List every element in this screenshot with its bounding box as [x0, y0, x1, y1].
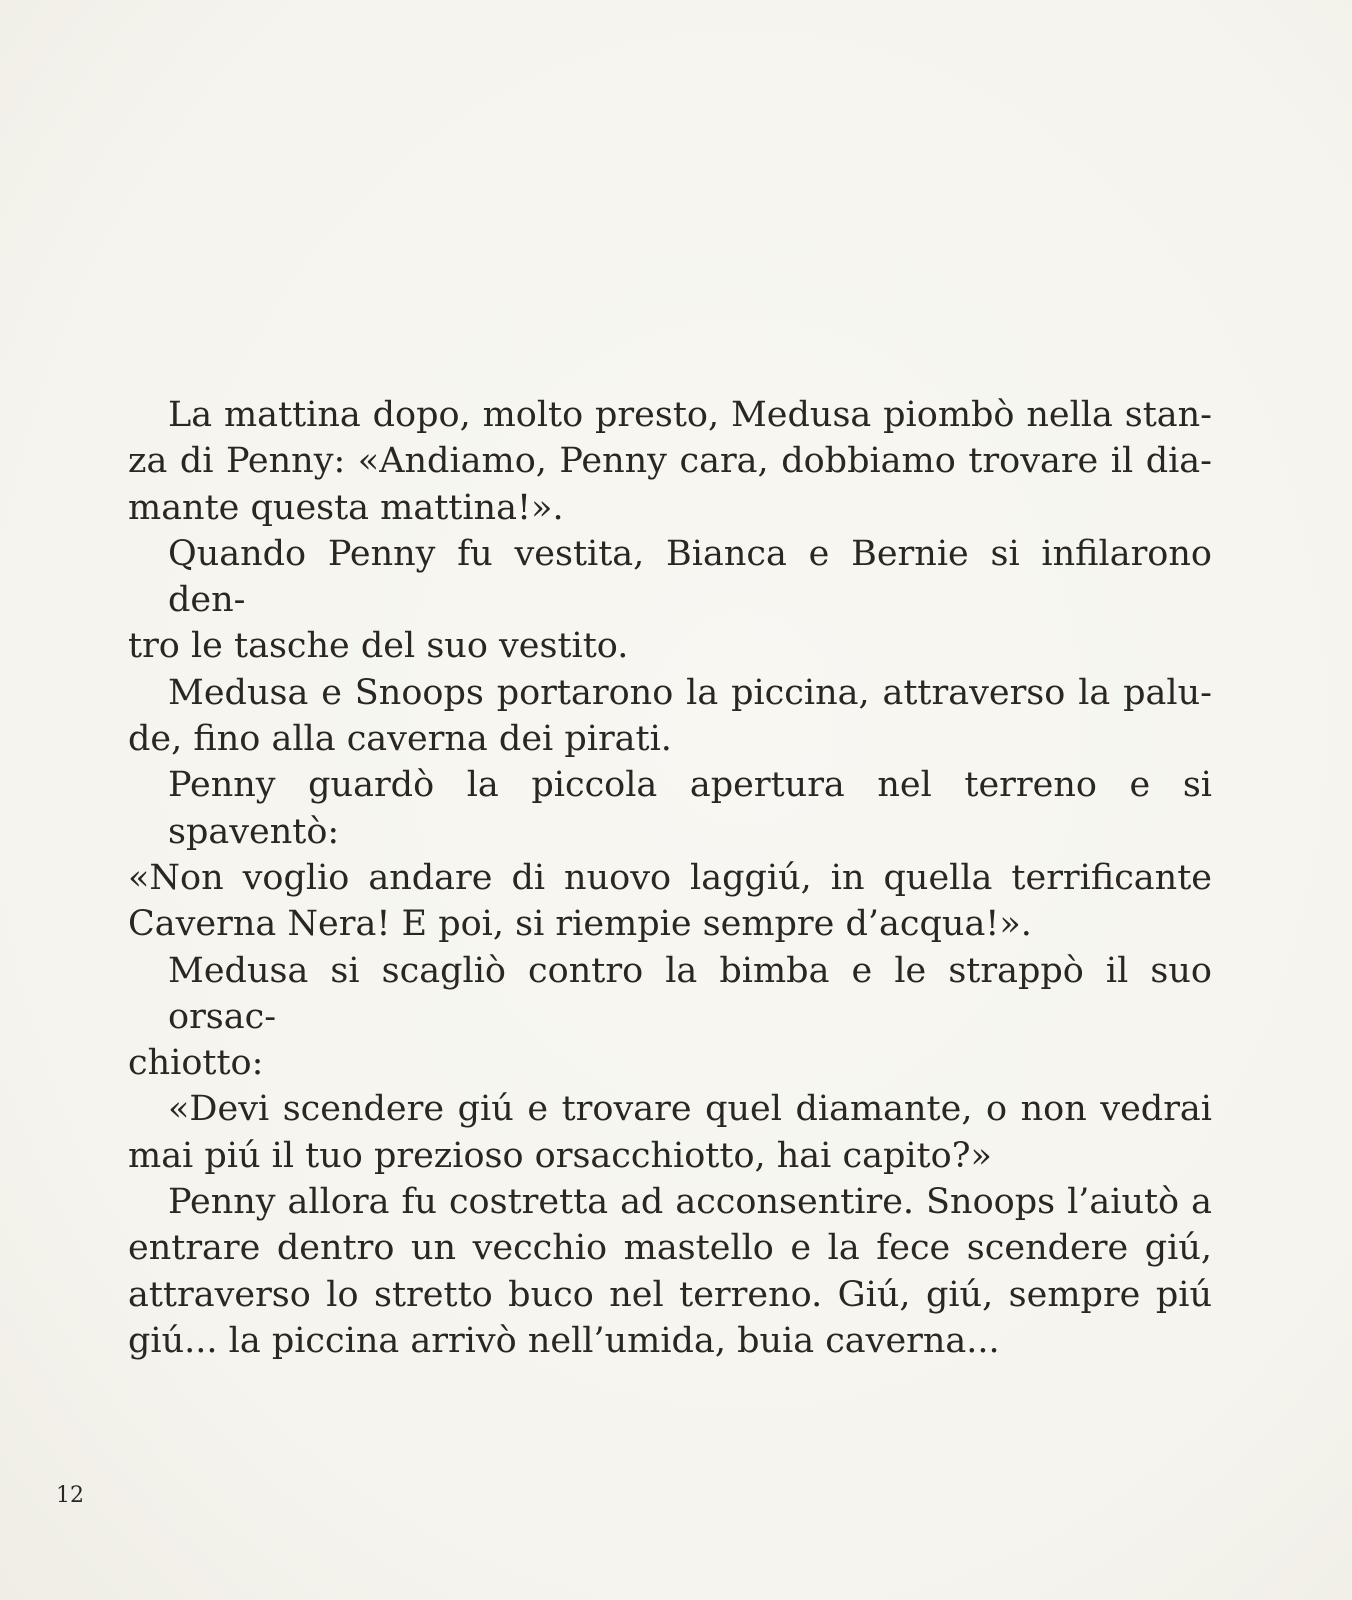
text-line: za di Penny: «Andiamo, Penny cara, dobbiamo trovare il dia-	[128, 441, 1212, 482]
story-text	[128, 392, 1212, 1364]
text-line: La mattina dopo, molto presto, Medusa piombò nella stan-	[168, 395, 1212, 435]
text-line: Penny guardò la piccola apertura nel terreno e si spaventò:	[168, 765, 1212, 852]
text-line: Medusa e Snoops portarono la piccina, attraverso la palu-	[168, 672, 1212, 713]
text-line: Penny allora fu costretta ad acconsentire. Snoops l’aiutò a	[168, 1182, 1212, 1223]
text-line: giú... la piccina arrivò nell’umida, buia caverna...	[128, 1320, 1000, 1361]
text-line: de, fino alla caverna dei pirati.	[128, 719, 672, 760]
text-line: chiotto:	[128, 1043, 264, 1084]
text-line: entrare dentro un vecchio mastello e la fece scendere giú,	[128, 1228, 1212, 1269]
text-line: «Non voglio andare di nuovo laggiú, in quella terrificante	[128, 857, 1212, 898]
text-line: mai piú il tuo prezioso orsacchiotto, hai capito?»	[128, 1135, 992, 1176]
text-line: mante questa mattina!».	[128, 487, 564, 528]
text-line: Caverna Nera! E poi, si riempie sempre d’acqua!».	[128, 904, 1032, 945]
text-line: attraverso lo stretto buco nel terreno. Giú, giú, sempre piú	[128, 1274, 1212, 1315]
text-line: Medusa si scagliò contro la bimba e le strappò il suo orsac-	[168, 950, 1212, 1037]
text-line: «Devi scendere giú e trovare quel diamante, o non vedrai	[168, 1089, 1212, 1130]
text-line: Quando Penny fu vestita, Bianca e Bernie si infilarono den-	[168, 533, 1212, 621]
page-number: 12	[56, 1483, 84, 1508]
text-line: tro le tasche del suo vestito.	[128, 626, 629, 667]
